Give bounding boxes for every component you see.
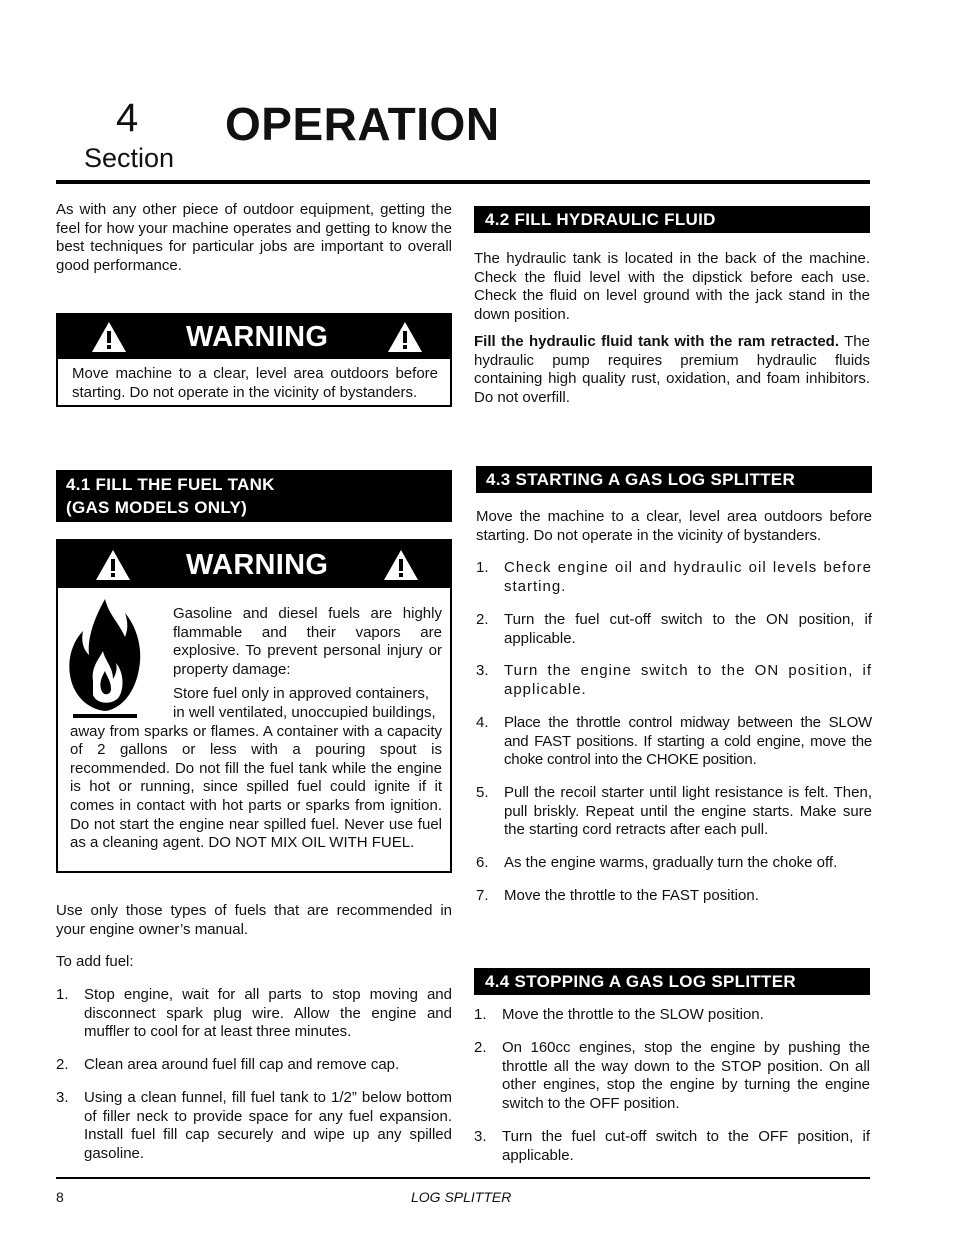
warning-triangle-icon <box>94 548 132 582</box>
step-number: 1. <box>476 559 489 576</box>
page-number: 8 <box>56 1189 64 1205</box>
step-text: As the engine warms, gradually turn the choke off. <box>504 854 838 871</box>
list-item <box>474 1039 870 1113</box>
hydraulic-paragraph: The hydraulic tank is located in the back of the machine. Check the fluid level with the dipstick before each use. Check the fluid on level ground with the jack stand in the down position. <box>474 250 870 323</box>
step-text: Turn the fuel cut-off switch to the OFF position, if applicable. <box>502 1128 870 1164</box>
list-item <box>56 1089 452 1163</box>
footer-rule <box>56 1177 870 1179</box>
list-item <box>56 986 452 1042</box>
heading-line: (GAS MODELS ONLY) <box>66 498 248 517</box>
list-item <box>476 559 872 596</box>
step-text: Clean area around fuel fill cap and remove cap. <box>84 1056 400 1073</box>
fuel-type-paragraph: Use only those types of fuels that are recommended in your engine owner’s manual. <box>56 902 452 938</box>
warning-triangle-icon <box>382 548 420 582</box>
step-number: 7. <box>476 887 489 904</box>
warning-line: in well ventilated, unoccupied buildings, <box>173 703 436 721</box>
warning-header <box>58 541 450 588</box>
list-item <box>476 854 872 873</box>
list-item <box>56 1056 452 1075</box>
starting-intro: Move the machine to a clear, level area outdoors before starting. Do not operate in the vicinity of bystanders. <box>476 508 872 544</box>
header-rule <box>56 180 870 184</box>
step-number: 4. <box>476 714 489 731</box>
bold-instruction: Fill the hydraulic fluid tank with the ram retracted. <box>474 333 839 350</box>
warning-paragraph: Gasoline and diesel fuels are highly flammable and their vapors are explosive. To prevent personal injury or property damage: <box>173 605 442 678</box>
step-text: Move the throttle to the SLOW position. <box>502 1006 764 1023</box>
footer-product-name: LOG SPLITTER <box>411 1189 512 1205</box>
step-number: 6. <box>476 854 489 871</box>
section-4-1-heading <box>56 470 452 522</box>
section-4-4-heading: 4.4 STOPPING A GAS LOG SPLITTER <box>474 968 870 995</box>
list-item <box>476 887 872 906</box>
section-number: 4 <box>116 96 139 140</box>
intro-paragraph: As with any other piece of outdoor equipment, getting the feel for how your machine operates and getting to know the best techniques for particular jobs are important to overall good performance. <box>56 201 452 274</box>
step-text: Using a clean funnel, fill fuel tank to 1/2” below bottom of filler neck to provide space for any fuel expansion. Install fuel fill cap securely and wipe up any spilled gasoline. <box>84 1089 452 1162</box>
warning-triangle-icon <box>386 320 424 354</box>
list-item <box>476 714 872 770</box>
step-text: Place the throttle control midway between the SLOW and FAST positions. If starting a cold engine, move the choke control into the CHOKE position. <box>504 714 872 769</box>
step-text: Turn the engine switch to the ON position, if applicable. <box>504 662 872 698</box>
step-text: Pull the recoil starter until light resistance is felt. Then, pull briskly. Repeat until the engine starts. Make sure the starting cord retracts after each pull. <box>504 784 872 839</box>
list-item <box>474 1006 870 1025</box>
warning-header <box>58 315 450 359</box>
section-4-2-heading: 4.2 FILL HYDRAULIC FLUID <box>474 206 870 233</box>
warning-box-fuel <box>56 539 452 873</box>
list-item <box>476 662 872 699</box>
warning-triangle-icon <box>90 320 128 354</box>
step-number: 1. <box>56 986 69 1003</box>
step-number: 3. <box>56 1089 69 1106</box>
step-number: 3. <box>476 662 489 679</box>
page-title: OPERATION <box>225 98 500 150</box>
step-number: 2. <box>474 1039 487 1056</box>
step-text: Move the throttle to the FAST position. <box>504 887 759 904</box>
to-add-fuel-label: To add fuel: <box>56 953 134 970</box>
warning-label: WARNING <box>186 549 329 581</box>
step-text: Check engine oil and hydraulic oil levels before starting. <box>504 559 872 595</box>
warning-paragraph: away from sparks or flames. A container with a capacity of 2 gallons or less with a pouring spout is recommended. Do not fill the fuel tank while the engine is hot or running, since spilled fuel could ignite if it comes in contact with hot parts or sparks from ignition. Do not start the engine near spilled fuel. Never use fuel as a cleaning agent. DO NOT MIX OIL WITH FUEL. <box>70 722 442 852</box>
warning-label: WARNING <box>186 321 329 353</box>
heading-line: 4.1 FILL THE FUEL TANK <box>66 475 275 494</box>
step-text: Stop engine, wait for all parts to stop moving and disconnect spark plug wire. Allow the engine and muffler to cool for at least three minutes. <box>84 986 452 1041</box>
list-item <box>476 611 872 648</box>
section-4-3-heading: 4.3 STARTING A GAS LOG SPLITTER <box>476 466 872 493</box>
step-text: On 160cc engines, stop the engine by pushing the throttle all the way down to the STOP position. On all other engines, stop the engine by turning the engine switch to the OFF position. <box>502 1039 870 1112</box>
list-item <box>476 784 872 840</box>
warning-line: Store fuel only in approved containers, <box>173 685 429 703</box>
paragraph-rest: The hydraulic pump requires premium hydraulic fluids containing high quality rust, oxidation, and foam inhibitors. Do not overfill. <box>474 333 870 406</box>
hydraulic-paragraph-2 <box>474 333 870 407</box>
step-number: 2. <box>476 611 489 628</box>
section-label: Section <box>84 143 175 173</box>
warning-box-bystanders <box>56 313 452 407</box>
step-number: 1. <box>474 1006 487 1023</box>
warning-text: Move machine to a clear, level area outdoors before starting. Do not operate in the vicinity of bystanders. <box>72 365 438 401</box>
step-number: 5. <box>476 784 489 801</box>
step-number: 2. <box>56 1056 69 1073</box>
list-item <box>474 1128 870 1165</box>
step-number: 3. <box>474 1128 487 1145</box>
step-text: Turn the fuel cut-off switch to the ON position, if applicable. <box>504 611 872 647</box>
fuel-warning-body <box>70 605 442 853</box>
